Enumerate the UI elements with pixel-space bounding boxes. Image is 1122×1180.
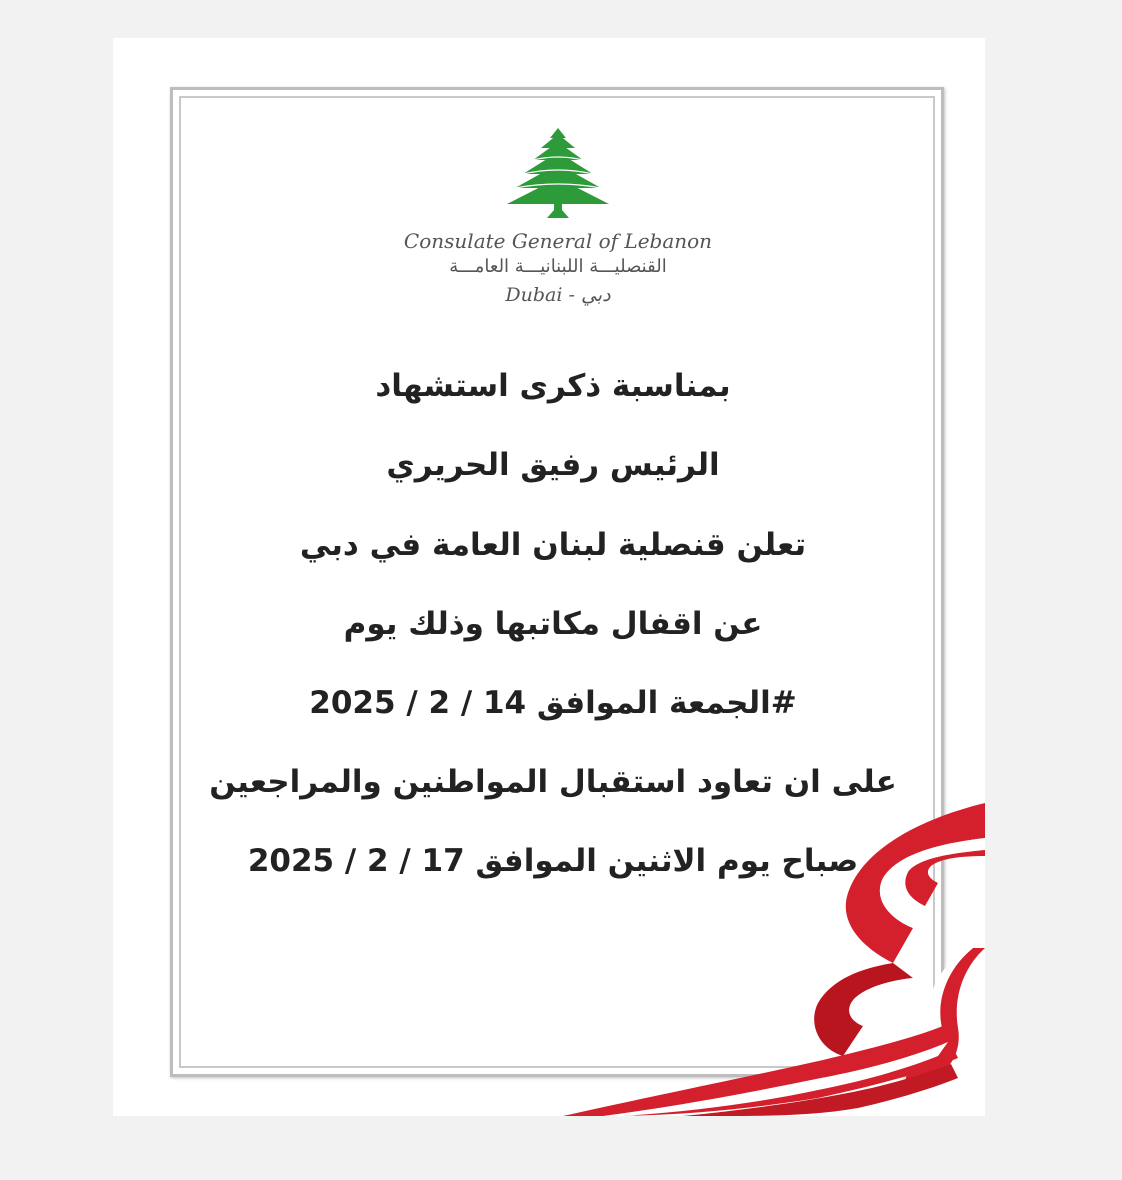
logo-arabic-title: القنصليـــة اللبنانيـــة العامـــة	[449, 256, 667, 277]
consulate-logo	[383, 126, 733, 316]
logo-city: Dubai - دبي	[505, 284, 611, 306]
cedar-tree-icon	[503, 126, 613, 221]
message-line-1: بمناسبة ذكرى استشهاد	[375, 368, 731, 404]
announcement-card	[113, 38, 985, 1116]
message-line-3: تعلن قنصلية لبنان العامة في دبي	[299, 527, 807, 563]
message-line-6: على ان تعاود استقبال المواطنين والمراجعين	[209, 764, 897, 800]
message-line-7: صباح يوم الاثنين الموافق 17 / 2 / 2025	[247, 843, 859, 879]
message-line-2: الرئيس رفيق الحريري	[386, 447, 720, 483]
logo-english-title: Consulate General of Lebanon	[403, 229, 713, 253]
lebanese-flag-ribbon	[563, 798, 985, 1116]
message-line-4: عن اقفال مكاتبها وذلك يوم	[343, 606, 763, 642]
message-line-5: #الجمعة الموافق 14 / 2 / 2025	[309, 685, 797, 721]
